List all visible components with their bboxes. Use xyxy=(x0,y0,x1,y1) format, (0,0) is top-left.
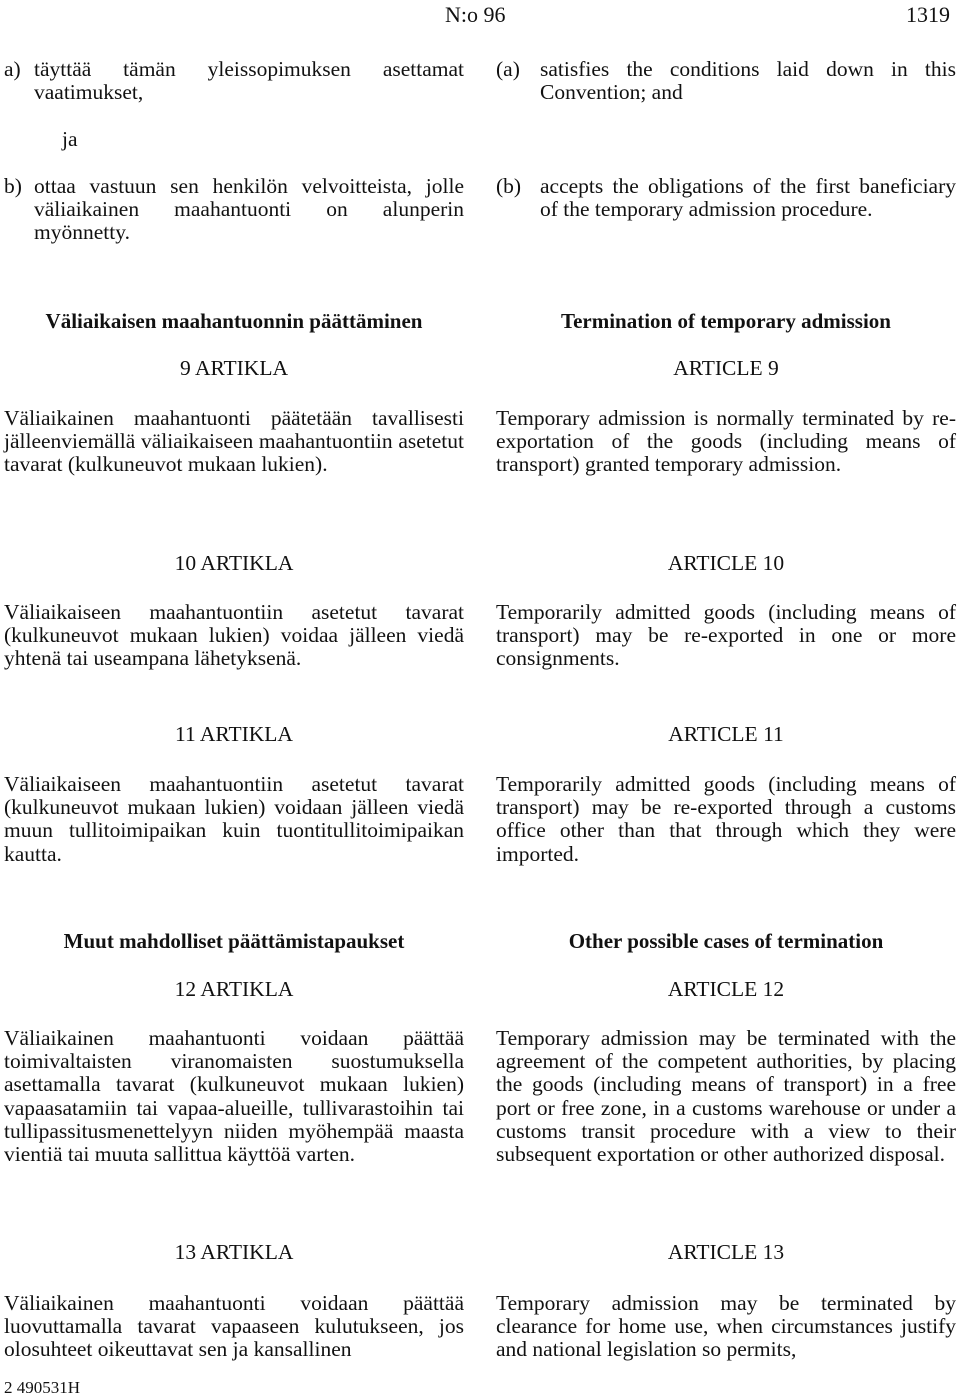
fi-section-heading-other: Muut mahdolliset päättämistapaukset xyxy=(63,929,405,953)
en-article-11-text: Temporarily admitted goods (including means of transport) may be re-exported through a customs office other than that through which they were imported. xyxy=(496,772,956,866)
en-section-heading-other: Other possible cases of termination xyxy=(568,929,884,953)
fi-section-heading-termination: Väliaikaisen maahantuonnin päättäminen xyxy=(45,309,423,333)
fi-article-9-title: 9 ARTIKLA xyxy=(180,356,288,380)
fi-article-11-text: Väliaikaiseen maahantuontiin asetetut tavarat (kulkuneuvot mukaan lukien) voidaan jälleen viedä muun tullitoimipaikan kuin tuontitullitoimipaikan kautta. xyxy=(4,772,464,866)
en-item-a-text: satisfies the conditions laid down in this Convention; and xyxy=(540,57,956,105)
en-article-10-title: ARTICLE 10 xyxy=(667,551,785,575)
fi-item-b-text: ottaa vastuun sen henkilön velvoitteista, jolle väliaikainen maahantuonti on alunperin myönnetty. xyxy=(34,174,464,245)
footer-print-code: 2 490531H xyxy=(4,1378,81,1397)
fi-item-b-label: b) xyxy=(4,174,22,198)
fi-article-10-text: Väliaikaiseen maahantuontiin asetetut tavarat (kulkuneuvot mukaan lukien) voidaa jälleen viedä yhtenä tai useampana lähetyksenä. xyxy=(4,600,464,671)
en-item-b-text: accepts the obligations of the first baneficiary of the temporary admission procedure. xyxy=(540,174,956,222)
en-article-12-text: Temporary admission may be terminated with the agreement of the competent authorities, by placing the goods (including means of transport) in a free port or free zone, in a customs warehouse or under a customs transit procedure with a view to their subsequent exportation or other authorized disposal. xyxy=(496,1026,956,1167)
fi-article-13-title: 13 ARTIKLA xyxy=(174,1240,294,1264)
en-article-13-title: ARTICLE 13 xyxy=(667,1240,785,1264)
fi-article-13-text: Väliaikainen maahantuonti voidaan päättää luovuttamalla tavarat vapaaseen kulutukseen, jos olosuhteet oikeuttavat sen ja kansallinen xyxy=(4,1291,464,1362)
fi-item-a-label: a) xyxy=(4,57,21,81)
en-intro-item-b xyxy=(496,175,956,221)
en-item-a-label: (a) xyxy=(496,57,520,81)
fi-article-12-title: 12 ARTIKLA xyxy=(174,977,294,1001)
page-number: 1319 xyxy=(906,2,950,27)
en-article-10-text: Temporarily admitted goods (including means of transport) may be re-exported in one or more consignments. xyxy=(496,600,956,671)
fi-intro-item-b xyxy=(4,175,464,245)
en-item-b-label: (b) xyxy=(496,174,522,198)
en-article-13-text: Temporary admission may be terminated by clearance for home use, when circumstances justify and national legislation so permits, xyxy=(496,1291,956,1362)
fi-item-a-text: täyttää tämän yleissopimuksen asettamat vaatimukset, xyxy=(34,57,464,105)
fi-article-12-text: Väliaikainen maahantuonti voidaan päättää toimivaltaisten viranomaisten suostumuksella asettamalla tavarat (kulkuneuvot mukaan lukien) vapaasatamiin tai vapaa-alueille, tullivarastoihin tai tullipassitusmenettelyyn niiden myöhempää maasta vientiä tai muuta sallittua käyttöä varten. xyxy=(4,1026,464,1167)
en-section-heading-termination: Termination of temporary admission xyxy=(561,309,891,333)
fi-article-10-title: 10 ARTIKLA xyxy=(174,551,294,575)
fi-article-11-title: 11 ARTIKLA xyxy=(175,722,293,746)
en-article-9-text: Temporary admission is normally terminated by re-exportation of the goods (including means of transport) granted temporary admission. xyxy=(496,406,956,477)
page-header-number: N:o 96 xyxy=(445,2,506,27)
fi-intro-item-a xyxy=(4,58,464,104)
en-article-12-title: ARTICLE 12 xyxy=(667,977,785,1001)
en-article-11-title: ARTICLE 11 xyxy=(668,722,784,746)
fi-intro-ja: ja xyxy=(62,127,78,151)
en-article-9-title: ARTICLE 9 xyxy=(673,356,779,380)
en-intro-item-a xyxy=(496,58,956,104)
fi-article-9-text: Väliaikainen maahantuonti päätetään tavallisesti jälleenviemällä väliaikaiseen maahantuontiin asetetut tavarat (kulkuneuvot mukaan lukien). xyxy=(4,406,464,477)
